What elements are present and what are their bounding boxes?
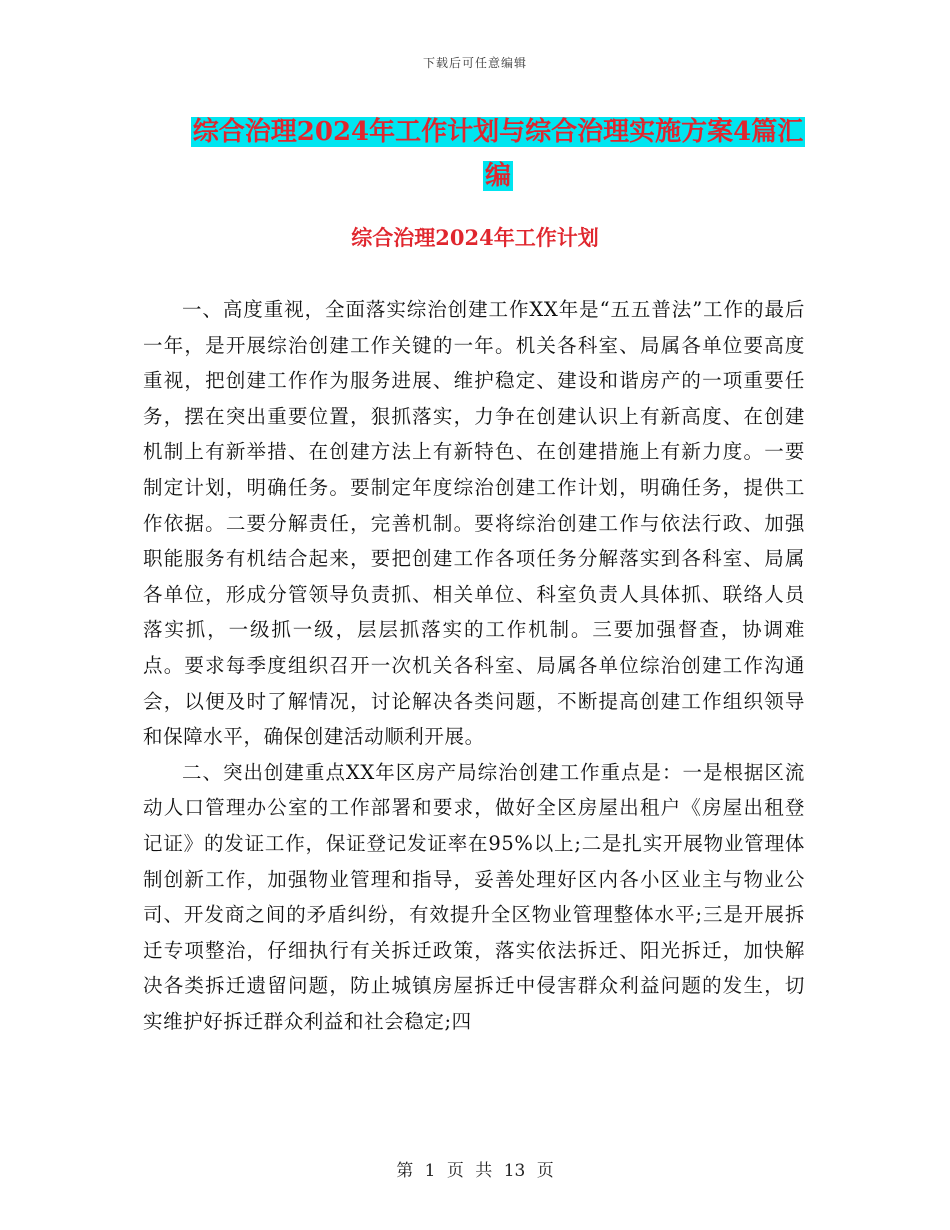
body-paragraph: 一、高度重视，全面落实综治创建工作XX年是“五五普法”工作的最后一年，是开展综治创建工作关键的一年。机关各科室、局属各单位要高度重视，把创建工作作为服务进展、维护稳定、建设和谐房产的一项重要任务，摆在突出重要位置，狠抓落实，力争在创建认识上有新高度、在创建机制上有新举措、在创建方法上有新特色、在创建措施上有新力度。一要制定计划，明确任务。要制定年度综治创建工作计划，明确任务，提供工作依据。二要分解责任，完善机制。要将综治创建工作与依法行政、加强职能服务有机结合起来，要把创建工作各项任务分解落实到各科室、局属各单位，形成分管领导负责抓、相关单位、科室负责人具体抓、联络人员落实抓，一级抓一级，层层抓落实的工作机制。三要加强督查，协调难点。要求每季度组织召开一次机关各科室、局属各单位综治创建工作沟通会，以便及时了解情况，讨论解决各类问题，不断提高创建工作组织领导和保障水平，确保创建活动顺利开展。 (143, 298, 805, 749)
page-number-footer: 第 1 页 共 13 页 (396, 1161, 554, 1181)
document-title-highlight: 综合治理2024年工作计划与综合治理实施方案4篇汇编 (192, 117, 804, 191)
document-body (143, 292, 805, 1039)
document-title (188, 110, 808, 198)
body-paragraph: 二、突出创建重点XX年区房产局综治创建工作重点是：一是根据区流动人口管理办公室的工作部署和要求，做好全区房屋出租户《房屋出租登记证》的发证工作，保证登记发证率在95%以上;二是扎实开展物业管理体制创新工作，加强物业管理和指导，妥善处理好区内各小区业主与物业公司、开发商之间的矛盾纠纷，有效提升全区物业管理整体水平;三是开展拆迁专项整治，仔细执行有关拆迁政策，落实依法拆迁、阳光拆迁，加快解决各类拆迁遗留问题，防止城镇房屋拆迁中侵害群众利益问题的发生，切实维护好拆迁群众利益和社会稳定;四 (143, 760, 805, 1033)
page-header-note: 下载后可任意编辑 (422, 56, 527, 70)
section-title: 综合治理2024年工作计划 (351, 225, 599, 250)
